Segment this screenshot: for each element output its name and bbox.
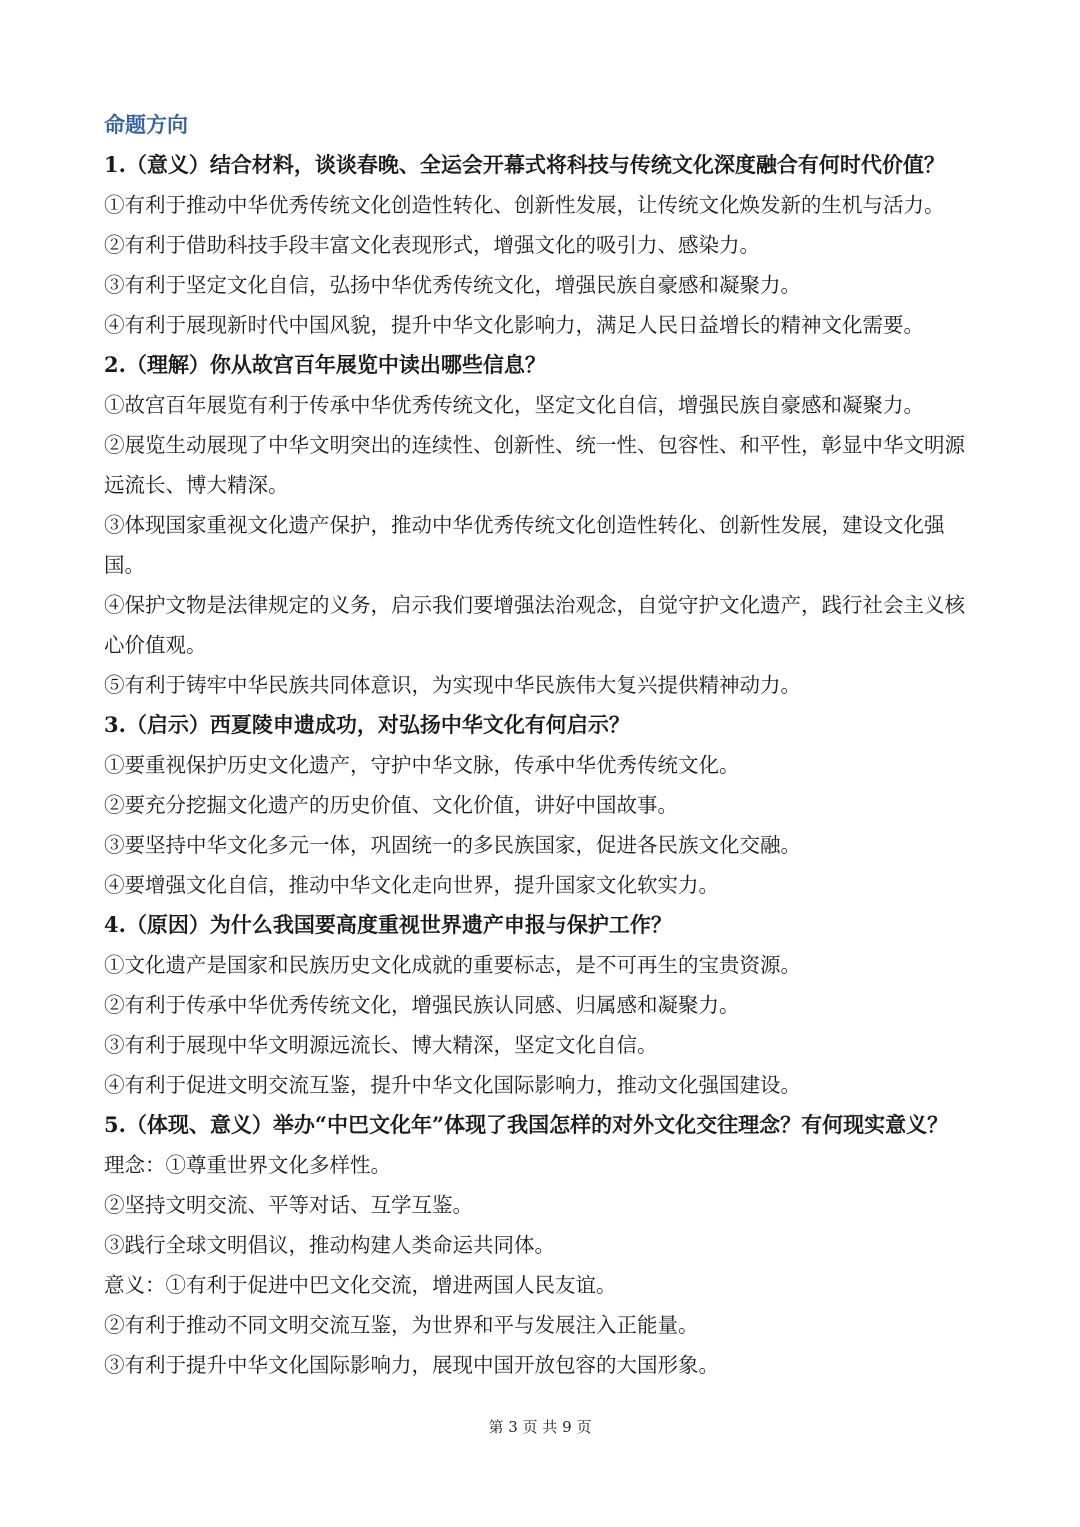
answer-line: ②有利于推动不同文明交流互鉴，为世界和平与发展注入正能量。	[104, 1313, 699, 1337]
question-3	[104, 705, 984, 905]
question-title: 2.（理解）你从故宫百年展览中读出哪些信息？	[104, 352, 546, 377]
answer-line: ①要重视保护历史文化遗产，守护中华文脉，传承中华优秀传统文化。	[104, 753, 740, 777]
answer-line: ③有利于展现中华文明源远流长、博大精深，坚定文化自信。	[104, 1033, 658, 1057]
question-4	[104, 905, 984, 1105]
answer-line: ③体现国家重视文化遗产保护，推动中华优秀传统文化创造性转化、创新性发展，建设文化强国。	[104, 513, 945, 577]
answer-line: ②展览生动展现了中华文明突出的连续性、创新性、统一性、包容性、和平性，彰显中华文明源远流长、博大精深。	[104, 433, 965, 497]
question-title: 1.（意义）结合材料，谈谈春晚、全运会开幕式将科技与传统文化深度融合有何时代价值？	[104, 152, 945, 177]
answer-line: ④有利于展现新时代中国风貌，提升中华文化影响力，满足人民日益增长的精神文化需要。	[104, 313, 924, 337]
answer-line: ③有利于坚定文化自信，弘扬中华优秀传统文化，增强民族自豪感和凝聚力。	[104, 273, 801, 297]
answer-line: ①文化遗产是国家和民族历史文化成就的重要标志，是不可再生的宝贵资源。	[104, 953, 801, 977]
answer-line: ⑤有利于铸牢中华民族共同体意识，为实现中华民族伟大复兴提供精神动力。	[104, 673, 801, 697]
question-2	[104, 345, 984, 705]
answer-line: ③践行全球文明倡议，推动构建人类命运共同体。	[104, 1233, 555, 1257]
answer-line: ③有利于提升中华文化国际影响力，展现中国开放包容的大国形象。	[104, 1353, 719, 1377]
answer-line: ④保护文物是法律规定的义务，启示我们要增强法治观念，自觉守护文化遗产，践行社会主义核心价值观。	[104, 593, 965, 657]
question-1	[104, 145, 984, 345]
answer-line: ②有利于传承中华优秀传统文化，增强民族认同感、归属感和凝聚力。	[104, 993, 740, 1017]
question-title: 4.（原因）为什么我国要高度重视世界遗产申报与保护工作？	[104, 912, 672, 937]
question-5	[104, 1105, 984, 1385]
page-number: 第 3 页 共 9 页	[488, 1418, 592, 1436]
answer-line: ④有利于促进文明交流互鉴，提升中华文化国际影响力，推动文化强国建设。	[104, 1073, 801, 1097]
section-title: 命题方向	[104, 112, 188, 137]
content-area	[104, 105, 984, 1385]
answer-line: ②有利于借助科技手段丰富文化表现形式，增强文化的吸引力、感染力。	[104, 233, 760, 257]
question-title: 5.（体现、意义）举办“中巴文化年”体现了我国怎样的对外文化交往理念？有何现实意义？	[104, 1112, 949, 1137]
answer-line: ②要充分挖掘文化遗产的历史价值、文化价值，讲好中国故事。	[104, 793, 678, 817]
answer-line: ③要坚持中华文化多元一体，巩固统一的多民族国家，促进各民族文化交融。	[104, 833, 801, 857]
question-title: 3.（启示）西夏陵申遗成功，对弘扬中华文化有何启示？	[104, 712, 630, 737]
answer-line: ①故宫百年展览有利于传承中华优秀传统文化，坚定文化自信，增强民族自豪感和凝聚力。	[104, 393, 924, 417]
answer-line: ④要增强文化自信，推动中华文化走向世界，提升国家文化软实力。	[104, 873, 719, 897]
answer-line: ②坚持文明交流、平等对话、互学互鉴。	[104, 1193, 473, 1217]
answer-line: 意义：①有利于促进中巴文化交流，增进两国人民友谊。	[104, 1273, 617, 1297]
answer-line: 理念：①尊重世界文化多样性。	[104, 1153, 391, 1177]
answer-line: ①有利于推动中华优秀传统文化创造性转化、创新性发展，让传统文化焕发新的生机与活力。	[104, 193, 945, 217]
